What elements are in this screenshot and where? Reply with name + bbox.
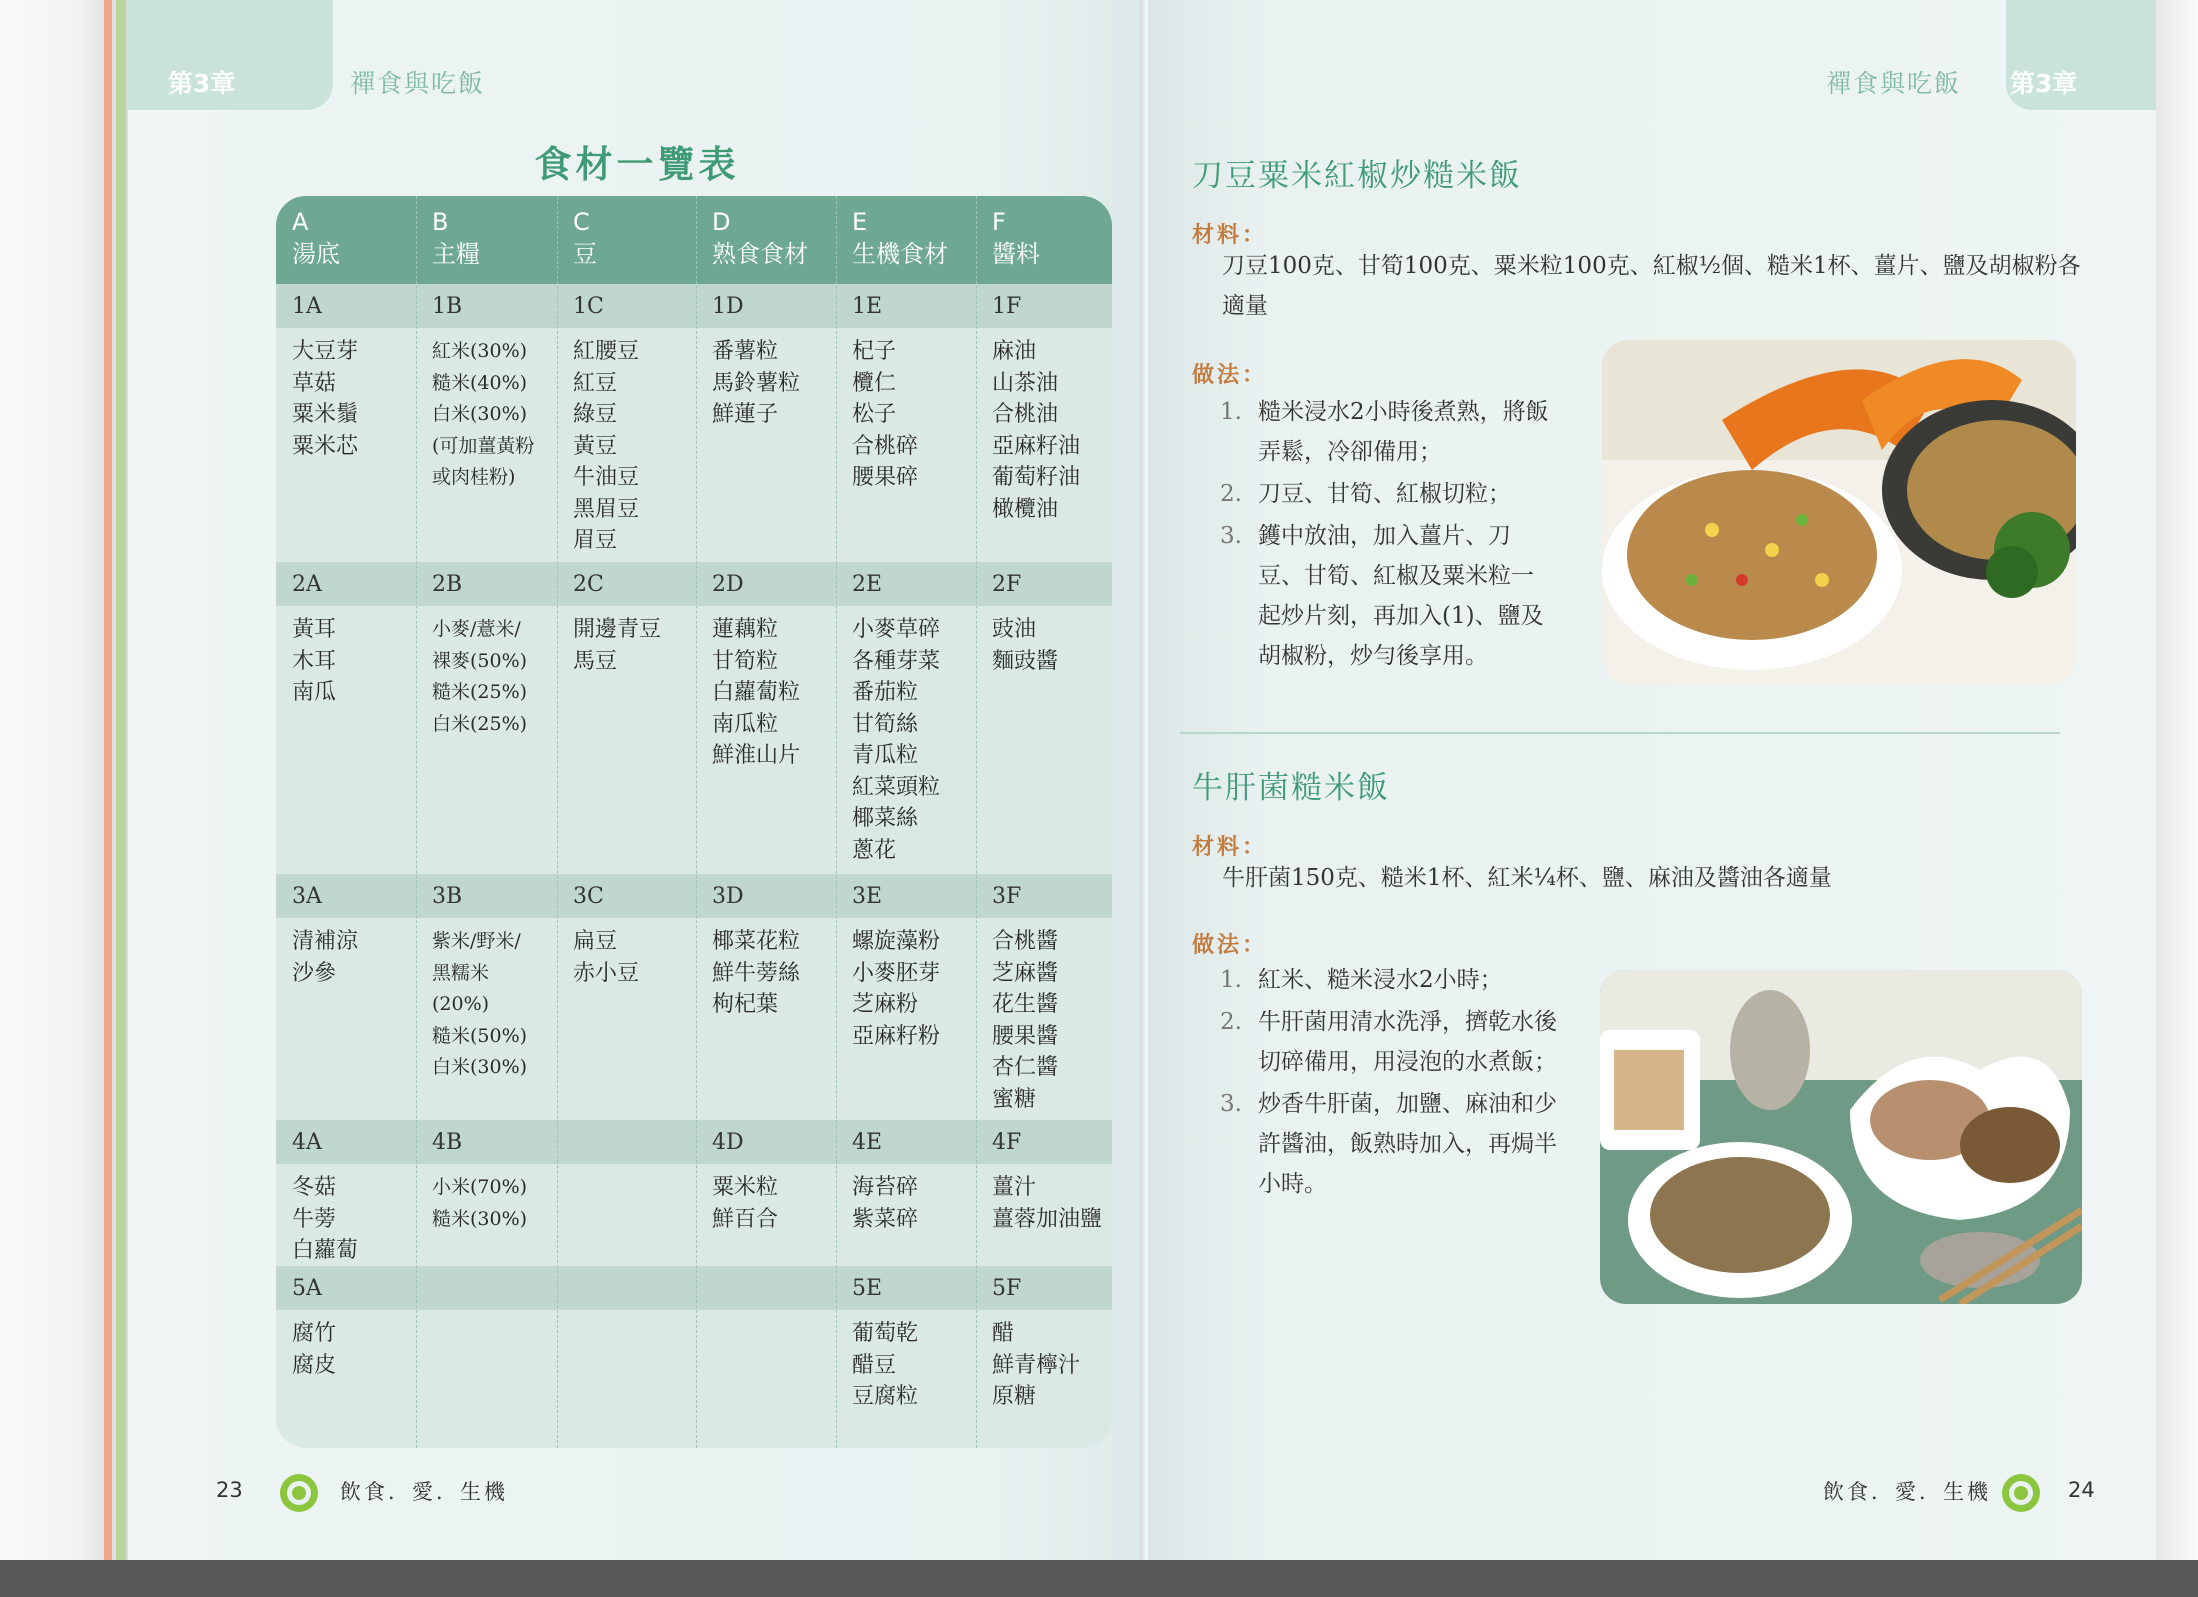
cell-items: 醋 鮮青檸汁 原糖 bbox=[992, 1321, 1081, 1409]
cell-code: 5E bbox=[852, 1276, 883, 1301]
cell-items: 粟米粒 鮮百合 bbox=[712, 1175, 779, 1232]
fried-rice-photo bbox=[1602, 340, 2076, 684]
step-item: 2. 牛肝菌用清水洗淨，擠乾水後切碎備用，用浸泡的水煮飯； bbox=[1220, 1009, 1557, 1075]
cell-code: 1C bbox=[573, 294, 604, 319]
ingredients-label: 材料： bbox=[1192, 223, 1268, 248]
flower-logo-icon bbox=[278, 1472, 320, 1514]
header-title: 禪食與吃飯 bbox=[1826, 69, 1962, 98]
cell-items: 小麥/薏米/ 裸麥(50%) 糙米(25%) 白米(25%) bbox=[432, 618, 528, 735]
cell-code: 3C bbox=[573, 884, 604, 909]
step-item: 3. 炒香牛肝菌，加鹽、麻油和少許醬油，飯熟時加入，再焗半小時。 bbox=[1220, 1091, 1557, 1197]
cell-code: 3D bbox=[712, 884, 744, 909]
cell-items: 海苔碎 紫菜碎 bbox=[852, 1175, 919, 1232]
cell-code: 1F bbox=[992, 294, 1022, 319]
cell-items: 大豆芽 草菇 粟米鬚 粟米芯 bbox=[292, 339, 359, 459]
cell-items: 冬菇 牛蒡 白蘿蔔 bbox=[292, 1175, 359, 1263]
header-title: 禪食與吃飯 bbox=[350, 69, 486, 98]
cell-items: 麻油 山茶油 合桃油 亞麻籽油 葡萄籽油 橄欖油 bbox=[992, 339, 1081, 522]
cell-code: 3A bbox=[292, 884, 322, 909]
step-item: 3. 鑊中放油，加入薑片、刀豆、甘筍、紅椒及粟米粒一起炒片刻，再加入(1)、鹽及胡椒粉，炒勻後享用。 bbox=[1220, 523, 1544, 669]
col-header-a: A 湯底 bbox=[292, 208, 340, 268]
cell-code: 1E bbox=[852, 294, 883, 319]
step-item: 1. 糙米浸水2小時後煮熟，將飯弄鬆，冷卻備用； bbox=[1220, 399, 1549, 465]
cell-items: 椰菜花粒 鮮牛蒡絲 枸杞葉 bbox=[712, 929, 801, 1017]
cell-items: 扁豆 赤小豆 bbox=[573, 929, 640, 986]
method-steps bbox=[1220, 392, 1552, 678]
cell-items: 葡萄乾 醋豆 豆腐粒 bbox=[852, 1321, 919, 1409]
table-title: 食材一覽表 bbox=[534, 143, 740, 186]
recipe-title: 刀豆粟米紅椒炒糙米飯 bbox=[1192, 158, 1522, 194]
cell-code: 5F bbox=[992, 1276, 1022, 1301]
cell-code: 4D bbox=[712, 1130, 744, 1155]
cell-items: 紅米(30%) 糙米(40%) 白米(30%) (可加薑黃粉 或肉桂粉) bbox=[432, 340, 535, 488]
right-page bbox=[1148, 0, 2156, 1560]
cell-items: 蓮藕粒 甘筍粒 白蘿蔔粒 南瓜粒 鮮淮山片 bbox=[712, 617, 801, 768]
table-header bbox=[276, 196, 1112, 284]
chapter-label: 第3章 bbox=[2010, 69, 2078, 98]
mushroom-rice-photo bbox=[1600, 970, 2082, 1304]
step-item: 1. 紅米、糙米浸水2小時； bbox=[1220, 967, 1503, 993]
cell-code: 3F bbox=[992, 884, 1022, 909]
cell-items: 杞子 欖仁 松子 合桃碎 腰果碎 bbox=[852, 339, 919, 490]
method-steps bbox=[1220, 960, 1562, 1206]
bottom-shadow bbox=[0, 1560, 2198, 1597]
flower-logo-icon bbox=[2000, 1472, 2042, 1514]
cell-code: 1A bbox=[292, 294, 322, 319]
cell-code: 2E bbox=[852, 572, 883, 597]
row-band-5 bbox=[276, 1266, 1112, 1310]
col-header-b: B 主糧 bbox=[432, 208, 480, 268]
cell-items: 薑汁 薑蓉加油鹽 bbox=[992, 1175, 1103, 1232]
col-header-e: E 生機食材 bbox=[852, 208, 948, 268]
col-header-f: F 醬料 bbox=[992, 208, 1040, 268]
cell-code: 2D bbox=[712, 572, 744, 597]
left-page bbox=[128, 0, 1146, 1560]
cell-code: 2A bbox=[292, 572, 322, 597]
cell-items: 紫米/野米/ 黑糯米 (20%) 糙米(50%) 白米(30%) bbox=[432, 930, 528, 1078]
cell-items: 開邊青豆 馬豆 bbox=[573, 617, 662, 674]
cell-items: 小麥草碎 各種芽菜 番茄粒 甘筍絲 青瓜粒 紅菜頭粒 椰菜絲 蔥花 bbox=[852, 617, 941, 863]
cell-items: 豉油 麵豉醬 bbox=[992, 617, 1059, 674]
row-band-1 bbox=[276, 284, 1112, 328]
cell-items: 螺旋藻粉 小麥胚芽 芝麻粉 亞麻籽粉 bbox=[852, 929, 941, 1049]
cell-code: 3B bbox=[432, 884, 463, 909]
cell-code: 2B bbox=[432, 572, 463, 597]
cell-code: 1B bbox=[432, 294, 463, 319]
cell-items: 黃耳 木耳 南瓜 bbox=[292, 617, 337, 705]
step-item: 2. 刀豆、甘筍、紅椒切粒； bbox=[1220, 481, 1511, 507]
method-label: 做法： bbox=[1192, 363, 1268, 388]
cell-code: 4B bbox=[432, 1130, 463, 1155]
cell-code: 4A bbox=[292, 1130, 322, 1155]
cell-code: 2F bbox=[992, 572, 1022, 597]
row-band-2 bbox=[276, 562, 1112, 606]
method-label: 做法： bbox=[1192, 933, 1268, 958]
right-page-edges bbox=[2156, 0, 2198, 1597]
cell-code: 1D bbox=[712, 294, 744, 319]
left-page-edges bbox=[0, 0, 128, 1597]
cell-items: 合桃醬 芝麻醬 花生醬 腰果醬 杏仁醬 蜜糖 bbox=[992, 929, 1059, 1112]
footer-text: 飲食．愛．生機 bbox=[340, 1480, 508, 1504]
ingredients-text: 刀豆100克、甘筍100克、粟米粒100克、紅椒½個、糙米1杯、薑片、鹽及胡椒粉各適量 bbox=[1222, 253, 2081, 319]
section-divider bbox=[1180, 732, 2060, 734]
col-header-d: D 熟食食材 bbox=[712, 208, 808, 268]
cell-items: 番薯粒 馬鈴薯粒 鮮蓮子 bbox=[712, 339, 801, 427]
col-header-c: C 豆 bbox=[573, 208, 597, 268]
cell-code: 4F bbox=[992, 1130, 1022, 1155]
cell-code: 2C bbox=[573, 572, 604, 597]
ingredients-label: 材料： bbox=[1192, 835, 1268, 860]
cell-items: 紅腰豆 紅豆 綠豆 黃豆 牛油豆 黑眉豆 眉豆 bbox=[573, 339, 640, 553]
cell-code: 3E bbox=[852, 884, 883, 909]
page-number: 23 bbox=[216, 1478, 243, 1502]
row-band-4 bbox=[276, 1120, 1112, 1164]
cell-items: 腐竹 腐皮 bbox=[292, 1321, 337, 1378]
ingredients-text: 牛肝菌150克、糙米1杯、紅米¼杯、鹽、麻油及醬油各適量 bbox=[1222, 865, 1832, 891]
cell-code: 5A bbox=[292, 1276, 322, 1301]
page-number: 24 bbox=[2068, 1478, 2095, 1502]
cell-items: 小米(70%) 糙米(30%) bbox=[432, 1176, 528, 1230]
ingredient-table bbox=[276, 196, 1112, 1448]
footer-text: 飲食．愛．生機 bbox=[1823, 1480, 1991, 1504]
row-band-3 bbox=[276, 874, 1112, 918]
recipe-title: 牛肝菌糙米飯 bbox=[1192, 770, 1390, 806]
cell-code: 4E bbox=[852, 1130, 883, 1155]
chapter-label: 第3章 bbox=[168, 69, 236, 98]
cell-items: 清補涼 沙參 bbox=[292, 929, 359, 986]
